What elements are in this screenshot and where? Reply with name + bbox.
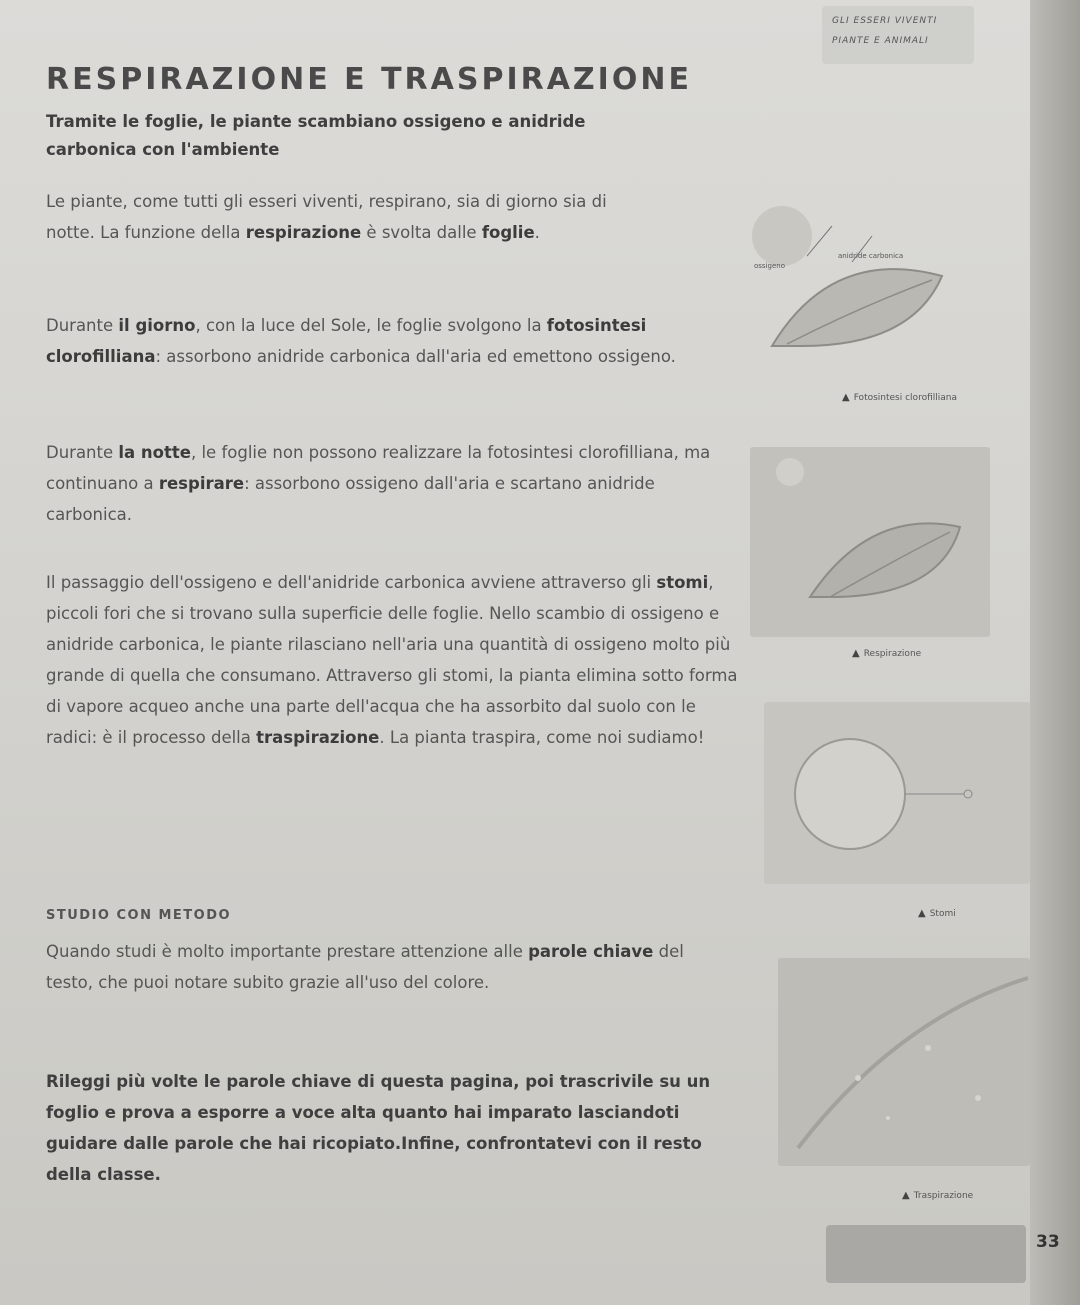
night-leaf-diagram <box>750 447 990 637</box>
leaf-shape <box>810 523 960 597</box>
transpiration-leaf-photo <box>778 958 1030 1166</box>
study-method-text-2: Rileggi più volte le parole chiave di questa pagina, poi trascrivile su un foglio e prova a esporre a voce alta quanto hai imparato lasciandoti guidare dalle parole che hai ricopiato.Infine, confrontatevi con il resto della classe. <box>46 1072 711 1184</box>
leaf-diagram <box>742 196 982 386</box>
stoma-zoom-circle <box>795 739 905 849</box>
keyword-giorno: il giorno <box>118 316 196 335</box>
leaf-shape <box>772 269 942 346</box>
footer-badge <box>826 1225 1026 1283</box>
triangle-caption-icon: ▲ <box>902 1190 910 1201</box>
keyword-fotosintesi: fotosintesi clorofilliana <box>46 316 647 366</box>
droplet <box>975 1095 981 1101</box>
stomata-figure <box>764 702 1030 884</box>
keyword-foglie: foglie <box>481 223 535 242</box>
stoma-point <box>964 790 972 798</box>
leaf-vein <box>798 978 1028 1148</box>
caption-photosynthesis: ▲ Fotosintesi clorofilliana <box>842 392 957 403</box>
paragraph-stomata: Il passaggio dell'ossigeno e dell'anidride carbonica avviene attraverso gli stomi, piccoli fori che si trovano sulla superficie delle foglie. Nello scambio di ossigeno e anidride carbonica, le piante rilasciano nell'aria una quantità di ossigeno molto più grande di quella che consumano. Attraverso gli stomi, la pianta elimina sotto forma di vapore acqueo anche una parte dell'acqua che ha assorbito dal suolo con le radici: è il processo della traspirazione. La pianta traspira, come noi sudiamo! <box>46 573 738 747</box>
page-subtitle: Tramite le foglie, le piante scambiano ossigeno e anidride carbonica con l'ambiente <box>46 112 586 159</box>
page-title: RESPIRAZIONE E TRASPIRAZIONE <box>46 62 692 97</box>
keyword-notte: la notte <box>118 443 191 462</box>
respiration-figure <box>750 447 990 637</box>
droplet <box>925 1045 931 1051</box>
paragraph-respiration: Le piante, come tutti gli esseri viventi, respirano, sia di giorno sia di notte. La funzione della respirazione è svolta dalle foglie. <box>46 192 607 242</box>
moon-shape <box>776 458 804 486</box>
keyword-stomi: stomi <box>656 573 709 592</box>
stoma-diagram <box>764 702 1030 884</box>
caption-respiration: ▲ Respirazione <box>852 648 922 659</box>
caption-stomata: ▲ Stomi <box>918 908 956 919</box>
chapter-tab-line2: PIANTE E ANIMALI <box>832 36 929 46</box>
study-method-heading: STUDIO CON METODO <box>46 908 232 923</box>
transpiration-figure <box>778 958 1030 1166</box>
triangle-caption-icon: ▲ <box>842 392 850 403</box>
droplet <box>886 1116 890 1120</box>
keyword-respirazione: respirazione <box>245 223 362 242</box>
paragraph-night: Durante la notte, le foglie non possono realizzare la fotosintesi clorofilliana, ma continuano a respirare: assorbono ossigeno dall'aria e scartano anidride carbonica. <box>46 443 711 524</box>
keyword-traspirazione: traspirazione <box>256 728 380 747</box>
page-number: 33 <box>1036 1232 1060 1252</box>
study-method-text-1: Quando studi è molto importante prestare attenzione alle parole chiave del testo, che puoi notare subito grazie all'uso del colore. <box>46 942 684 992</box>
chapter-tab <box>822 6 974 64</box>
droplet <box>855 1075 861 1081</box>
page-edge <box>1030 0 1080 1305</box>
chapter-tab-line1: GLI ESSERI VIVENTI <box>832 16 938 26</box>
caption-transpiration: ▲ Traspirazione <box>902 1190 974 1201</box>
paragraph-day: Durante il giorno, con la luce del Sole, le foglie svolgono la fotosintesi clorofilliana: assorbono anidride carbonica dall'aria ed emettono ossigeno. <box>46 316 676 366</box>
label-o2: ossigeno <box>754 262 785 270</box>
triangle-caption-icon: ▲ <box>852 648 860 659</box>
triangle-caption-icon: ▲ <box>918 908 926 919</box>
label-co2: anidride carbonica <box>838 252 904 260</box>
photosynthesis-figure <box>742 196 982 386</box>
sun-shape <box>752 206 812 266</box>
keyword-respirare: respirare <box>158 474 245 493</box>
